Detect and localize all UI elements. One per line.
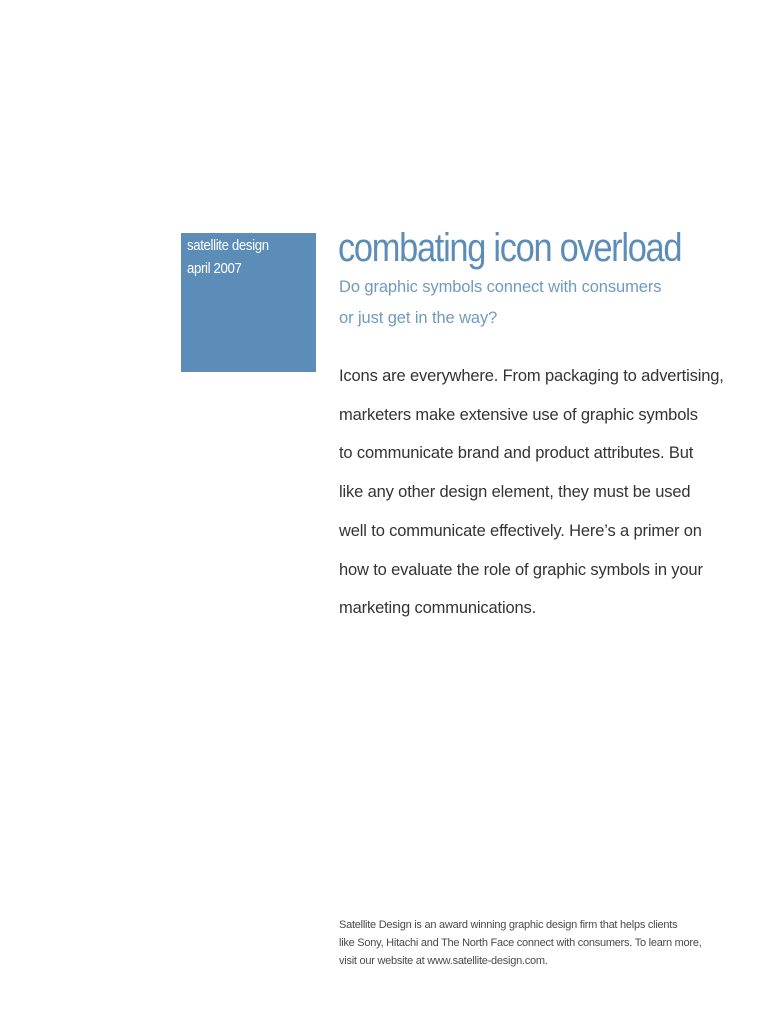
body-text-line: to communicate brand and product attributes. But: [339, 444, 694, 462]
sidebar-date: april 2007: [187, 260, 242, 277]
body-text-line: how to evaluate the role of graphic symbols in your: [339, 561, 703, 579]
body-text-line: well to communicate effectively. Here’s a primer on: [339, 522, 702, 540]
subtitle-line: or just get in the way?: [339, 309, 498, 327]
footer-line: like Sony, Hitachi and The North Face connect with consumers. To learn more,: [339, 937, 702, 949]
body-text-line: like any other design element, they must be used: [339, 483, 691, 501]
sidebar-company: satellite design: [187, 237, 269, 254]
sidebar-block: [181, 233, 316, 372]
body-text-line: marketing communications.: [339, 599, 537, 617]
subtitle-line: Do graphic symbols connect with consumers: [339, 278, 662, 296]
footer-line: Satellite Design is an award winning graphic design firm that helps clients: [339, 919, 678, 931]
page-title: combating icon overload: [338, 226, 682, 270]
body-text-line: marketers make extensive use of graphic symbols: [339, 406, 698, 424]
footer-line: visit our website at www.satellite-design.com.: [339, 955, 548, 967]
body-text-line: Icons are everywhere. From packaging to advertising,: [339, 367, 724, 385]
